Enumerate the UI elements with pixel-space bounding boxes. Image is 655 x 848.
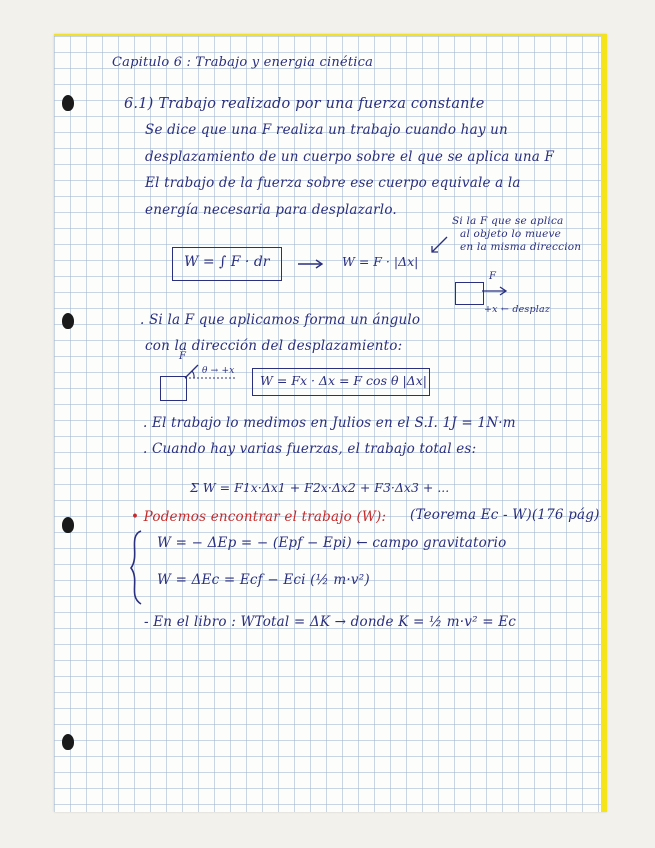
intro-line: energía necesaria para desplazarlo. [145,202,397,218]
force-label-1: F [489,271,497,282]
units-line: . El trabajo lo medimos en Julios en el S.I. 1J = 1N·m [143,415,516,431]
kinetic-energy-line: W = ΔEc = Ecf − Eci (½ m·v²) [157,572,370,588]
theorem-reference: (Teorema Ec - W)(176 pág) [410,507,600,523]
intro-line: El trabajo de la fuerza sobre ese cuerpo equivale a la [145,175,521,191]
angle-formula: W = Fx · Δx = F cos θ |Δx| [260,373,427,388]
note-pointer-arrow [432,237,447,252]
angle-arc [192,371,194,378]
side-note-line: Si la F que se aplica [452,215,564,227]
red-heading: • Podemos encontrar el trabajo (W): [131,509,387,525]
book-note-line: - En el libro : WTotal = ΔK → donde K = ½ m·v² = Ec [144,614,517,630]
sum-formula: Σ W = F1x·Δx1 + F2x·Δx2 + F3·Δx3 + ... [190,480,450,495]
multiple-forces-line: . Cuando hay varias fuerzas, el trabajo total es: [143,441,477,457]
side-note-line: al objeto lo mueve [460,228,562,240]
axis-label-1: +x ← desplaz [484,304,551,315]
intro-line: Se dice que una F realiza un trabajo cuando hay un [145,122,508,138]
system-brace [131,531,141,604]
force-arrow-2 [185,365,198,378]
section-heading: 6.1) Trabajo realizado por una fuerza constante [124,96,485,112]
simple-work-formula: W = F · |Δx| [342,254,419,269]
force-label-2: F [179,351,187,362]
intro-line: desplazamiento de un cuerpo sobre el que se aplica una F [145,149,555,165]
side-note-line: en la misma direccion [460,241,582,253]
integral-formula: W = ∫ F · dr [184,254,270,270]
angle-text-line: con la dirección del desplazamiento: [145,338,403,354]
angle-text-line: . Si la F que aplicamos forma un ángulo [140,312,421,328]
page-title: Capitulo 6 : Trabajo y energia cinética [112,55,374,70]
potential-energy-line: W = − ΔEp = − (Epf − Epi) ← campo gravitatorio [157,535,507,551]
axis-label-2: θ → +x [202,366,235,376]
